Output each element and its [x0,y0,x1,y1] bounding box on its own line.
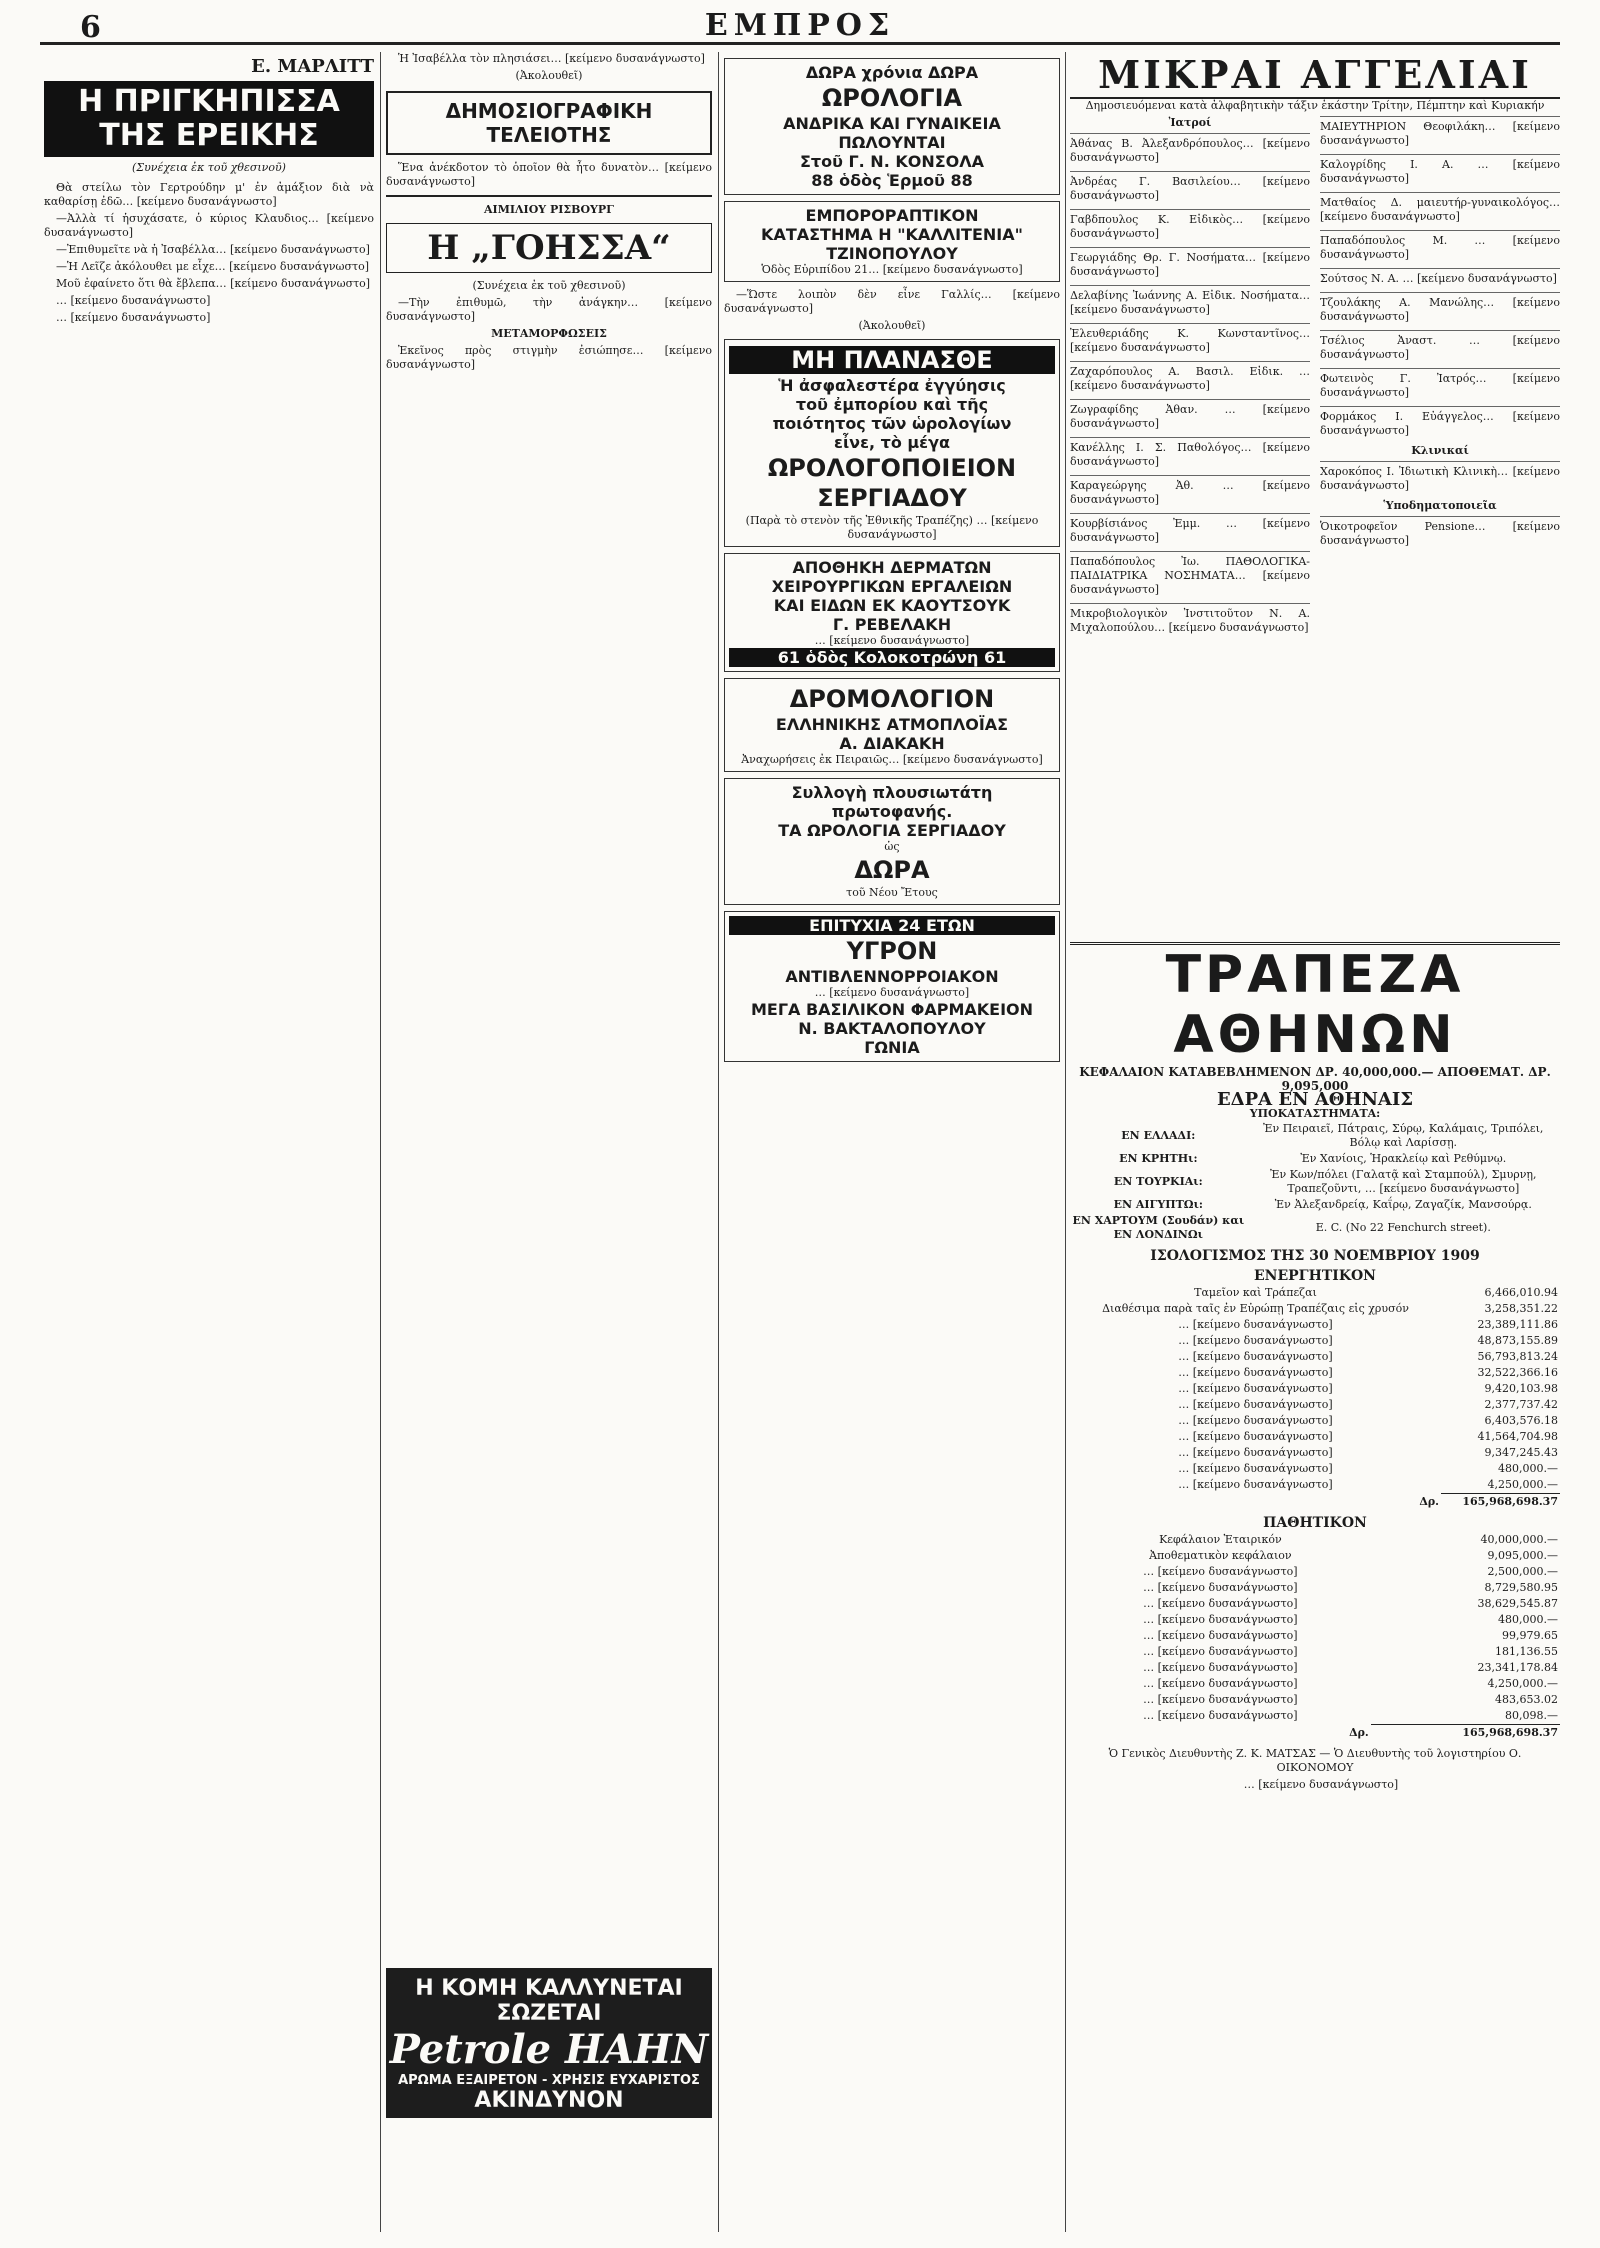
sergiadou-gifts-ad [724,778,1060,905]
table-row [1070,1532,1560,1548]
table-row [1070,1349,1560,1365]
balance-title: ΙΣΟΛΟΓΙΣΜΟΣ ΤΗΣ 30 ΝΟΕΜΒΡΙΟΥ 1909 [1150,1248,1480,1264]
continued-note: (Ἀκολουθεῖ) [515,69,583,82]
row-label: Ἀποθεματικὸν κεφάλαιον [1149,1549,1292,1562]
classified-item: Ὁικοτροφεῖον Pensione… [κείμενο δυσανάγνωστο] [1320,516,1560,551]
ad-title: Γ. ΡΕΒΕΛΑΚΗ [832,615,952,634]
classified-item: Γεωργιάδης Θρ. Γ. Νοσήματα… [κείμενο δυσανάγνωστο] [1070,247,1310,282]
section-title: ΜΕΤΑΜΟΡΦΩΣΕΙΣ [491,327,607,340]
ad-pharmacy: ΜΕΓΑ ΒΑΣΙΛΙΚΟΝ ΦΑΡΜΑΚΕΙΟΝ [750,1000,1034,1019]
ad-line: Στοῦ Γ. Ν. ΚΟΝΣΟΛΑ [799,152,985,171]
classified-item: Φωτεινὸς Γ. Ἰατρός… [κείμενο δυσανάγνωστο] [1320,368,1560,403]
classified-item: Τσέλιος Ἀναστ. … [κείμενο δυσανάγνωστο] [1320,330,1560,365]
clock-ad [724,58,1060,195]
row-value: 6,403,576.18 [1484,1414,1558,1427]
bank-title: ΤΡΑΠΕΖΑ ΑΘΗΝΩΝ [1165,945,1465,1065]
bank-of-athens-notice [1070,942,1560,1792]
article-title-line-1: ΔΗΜΟΣΙΟΓΡΑΦΙΚΗ [445,99,653,123]
row-label: Διαθέσιμα παρὰ ταῖς ἐν Εὐρώπῃ Τραπέζαις εἰς χρυσόν [1102,1302,1409,1315]
branch-row [1070,1167,1560,1197]
row-label: … [κείμενο δυσανάγνωστο] [1143,1709,1298,1723]
row-value: 4,250,000.— [1487,1677,1558,1690]
classified-item: ΜΑΙΕΥΤΗΡΙΟΝ Θεοφιλάκη… [κείμενο δυσανάγνωστο] [1320,116,1560,151]
branch-region: ΕΝ ΤΟΥΡΚΙΑι: [1113,1175,1203,1188]
row-value: 56,793,813.24 [1477,1350,1558,1363]
paragraph: —Ἡ Λεῖζε ἀκόλουθει με εἶχε… [κείμενο δυσανάγνωστο] [56,260,370,273]
bank-capital: ΚΕΦΑΛΑΙΟΝ ΚΑΤΑΒΕΒΛΗΜΕΝΟΝ ΔΡ. 40,000,000.— ΑΠΟΘΕΜΑΤ. ΔΡ. 9,095,000 [1079,1065,1551,1093]
branch-places: Ἐν Ἀλεξανδρείᾳ, Καΐρῳ, Ζαγαζίκ, Μανσούρᾳ. [1274,1198,1532,1211]
branch-row [1070,1151,1560,1167]
ad-brand: Petrole HAHN [389,2026,709,2073]
row-label: … [κείμενο δυσανάγνωστο] [1178,1398,1333,1411]
bank-footer: … [κείμενο δυσανάγνωστο] [1243,1778,1399,1791]
classified-item: Ἀνδρέας Γ. Βασιλείου… [κείμενο δυσανάγνωστο] [1070,171,1310,206]
row-value: 480,000.— [1498,1462,1558,1475]
table-row [1070,1564,1560,1580]
total-value: 165,968,698.37 [1371,1725,1560,1742]
ad-line: Ἡ ἀσφαλεστέρα ἐγγύησις [778,376,1006,395]
ad-line: ΑΝΔΡΙΚΑ ΚΑΙ ΓΥΝΑΙΚΕΙΑ [783,114,1001,133]
row-label: … [κείμενο δυσανάγνωστο] [1143,1645,1298,1658]
paragraph: … [κείμενο δυσανάγνωστο] [56,311,211,324]
classified-item: Φορμάκος Ι. Εὐάγγελος… [κείμενο δυσανάγνωστο] [1320,406,1560,441]
table-row [1070,1644,1560,1660]
branches-table [1070,1121,1560,1243]
novel-title: Η „ΓΟΗΣΣΑ“ [386,223,712,273]
row-label: … [κείμενο δυσανάγνωστο] [1143,1629,1298,1642]
classified-item: Παπαδόπουλος Ἰω. ΠΑΘΟΛΟΓΙΚΑ-ΠΑΙΔΙΑΤΡΙΚΑ ΝΟΣΗΜΑΤΑ… [κείμενο δυσανάγνωστο] [1070,551,1310,600]
classified-item: Ἐλευθεριάδης Κ. Κωνσταντῖνος… [κείμενο δυσανάγνωστο] [1070,323,1310,358]
paragraph: —Ὥστε λοιπὸν δὲν εἶνε Γαλλίς… [κείμενο δυσανάγνωστο] [724,288,1060,315]
row-label: … [κείμενο δυσανάγνωστο] [1178,1382,1333,1395]
bank-signatures: Ὁ Γενικὸς Διευθυντὴς Ζ. Κ. ΜΑΤΣΑΣ — Ὁ Διευθυντὴς τοῦ λογιστηρίου Ο. ΟΙΚΟΝΟΜΟΥ [1108,1747,1522,1774]
paragraph: —Τὴν ἐπιθυμῶ, τὴν ἀνάγκην… [κείμενο δυσανάγνωστο] [386,296,712,323]
ad-line: ποιότητος τῶν ὡρολογίων [772,414,1012,433]
row-value: 32,522,366.16 [1477,1366,1558,1379]
column-three [724,52,1060,2232]
row-label: … [κείμενο δυσανάγνωστο] [1143,1565,1298,1578]
ad-text: … [κείμενο δυσανάγνωστο] [814,986,970,999]
row-label: … [κείμενο δυσανάγνωστο] [1178,1414,1333,1427]
table-row [1070,1628,1560,1644]
table-row [1070,1580,1560,1596]
ad-tagline: ΑΡΩΜΑ ΕΞΑΙΡΕΤΟΝ - ΧΡΗΣΙΣ ΕΥΧΑΡΙΣΤΟΣ [398,2073,700,2088]
branch-region: ΕΝ ΧΑΡΤΟΥΜ (Σουδάν) και ΕΝ ΛΟΝΔΙΝΩι [1072,1214,1245,1241]
classified-item: Ἀθάνας Β. Ἀλεξανδρόπουλος… [κείμενο δυσανάγνωστο] [1070,133,1310,168]
branch-places: Ἐν Κων/πόλει (Γαλατᾷ καὶ Σταμπούλ), Σμυρνῃ, Τραπεζοῦντι, … [κείμενο δυσανάγνωστο] [1270,1168,1537,1195]
continued-note: (Ἀκολουθεῖ) [858,319,926,332]
ad-headline: Η ΚΟΜΗ ΚΑΛΛΥΝΕΤΑΙ ΣΩΖΕΤΑΙ [415,1976,683,2026]
ad-title: ΜΗ ΠΛΑΝΑΣΘΕ [729,346,1055,374]
novel-title-line-1: Η ΠΡΙΓΚΗΠΙΣΣΑ [78,84,340,119]
table-row [1070,1676,1560,1692]
page-number: 6 [80,10,101,45]
sergiadou-watch-ad [724,339,1060,547]
assets-table [1070,1285,1560,1510]
total-value: 165,968,698.37 [1441,1494,1560,1511]
paragraph: Μοῦ ἐφαίνετο ὅτι θὰ ἔβλεπα… [κείμενο δυσανάγνωστο] [56,277,371,290]
ad-line: τοῦ ἐμπορίου καὶ τῆς [795,395,989,414]
paragraph: —Ἐπιθυμεῖτε νὰ ἡ Ἰσαβέλλα… [κείμενο δυσανάγνωστο] [56,243,370,256]
ad-line: ΩΡΟΛΟΓΟΠΟΙΕΙΟΝ [767,454,1017,482]
petrole-hahn-ad [386,1968,712,2118]
classified-item: Δελαβίνης Ἰωάννης Α. Εἰδικ. Νοσήματα… [κείμενο δυσανάγνωστο] [1070,285,1310,320]
classified-item: Ζωγραφίδης Ἀθαν. … [κείμενο δυσανάγνωστο] [1070,399,1310,434]
row-value: 480,000.— [1498,1613,1558,1626]
row-value: 4,250,000.— [1487,1478,1558,1491]
liabilities-title: ΠΑΘΗΤΙΚΟΝ [1263,1515,1367,1531]
row-value: 80,098.— [1505,1709,1558,1722]
ad-tag: ΔΩΡΑ χρόνια ΔΩΡΑ [805,63,979,82]
ad-title: ΤΖΙΝΟΠΟΥΛΟΥ [826,244,958,263]
row-value: 9,347,245.43 [1484,1446,1558,1459]
ad-tag: ΕΠΙΤΥΧΙΑ 24 ΕΤΩΝ [729,916,1055,935]
ad-title: ΕΛΛΗΝΙΚΗΣ ΑΤΜΟΠΛΟΪΑΣ [775,715,1009,734]
row-value: 40,000,000.— [1480,1533,1558,1546]
classified-item: Σούτσος Ν. Α. … [κείμενο δυσανάγνωστο] [1320,268,1560,289]
table-row [1070,1477,1560,1494]
row-label: … [κείμενο δυσανάγνωστο] [1178,1334,1333,1347]
table-row [1070,1692,1560,1708]
classified-item: Μικροβιολογικὸν Ἰνστιτοῦτον Ν. Α. Μιχαλοπούλου… [κείμενο δυσανάγνωστο] [1070,603,1310,638]
row-label: … [κείμενο δυσανάγνωστο] [1178,1462,1333,1475]
classifieds-left [1070,116,1310,936]
paragraph: Ἐκεῖνος πρὸς στιγμὴν ἐσιώπησε… [κείμενο δυσανάγνωστο] [386,344,712,371]
ad-claim: ΑΚΙΝΔΥΝΟΝ [474,2088,624,2113]
table-row [1070,1708,1560,1725]
paragraph: … [κείμενο δυσανάγνωστο] [56,294,211,307]
row-value: 181,136.55 [1495,1645,1558,1658]
table-row [1070,1413,1560,1429]
row-label: … [κείμενο δυσανάγνωστο] [1178,1478,1333,1492]
ad-line: ὡς [884,840,900,853]
classified-item: Χαροκόπος Ι. Ἰδιωτικὴ Κλινικὴ… [κείμενο δυσανάγνωστο] [1320,461,1560,496]
paragraph: Θὰ στείλω τὸν Γερτρούδην μ' ἐν ἀμάξιον διὰ νὰ καθαρίσῃ ἐδῶ… [κείμενο δυσανάγνωστο] [44,181,374,208]
table-row [1070,1660,1560,1676]
paragraph: Ἡ Ἰσαβέλλα τὸν πλησιάσει… [κείμενο δυσανάγνωστο] [398,52,705,65]
shipping-schedule [724,678,1060,772]
row-label: … [κείμενο δυσανάγνωστο] [1178,1446,1333,1459]
ad-line: (Παρὰ τὸ στενὸν τῆς Ἐθνικῆς Τραπέζης) [745,514,973,527]
classified-item: Κανέλλης Ι. Σ. Παθολόγος… [κείμενο δυσανάγνωστο] [1070,437,1310,472]
table-row [1070,1612,1560,1628]
novel-author: ΑΙΜΙΛΙΟΥ ΡΙΣΒΟΥΡΓ [484,203,614,216]
classified-item: Καραγεώργης Ἀθ. … [κείμενο δυσανάγνωστο] [1070,475,1310,510]
ad-title: ΚΑΙ ΕΙΔΩΝ ΕΚ ΚΑΟΥΤΣΟΥΚ [773,596,1011,615]
section-label: Ὑποδηματοποιεῖα [1383,499,1497,512]
section-label: Ἰατροί [1168,116,1212,129]
column-serial-novel [44,52,374,2232]
column-divider [380,52,381,2232]
row-label: … [κείμενο δυσανάγνωστο] [1178,1366,1333,1379]
row-label: … [κείμενο δυσανάγνωστο] [1143,1677,1298,1690]
ad-title: ΧΕΙΡΟΥΡΓΙΚΩΝ ΕΡΓΑΛΕΙΩΝ [771,577,1013,596]
ygron-medicine-ad [724,911,1060,1062]
branch-region: ΕΝ ΑΙΓΥΠΤΩι: [1113,1198,1203,1211]
classified-item: Ζαχαρόπουλος Α. Βασιλ. Εἰδικ. … [κείμενο δυσανάγνωστο] [1070,361,1310,396]
row-value: 2,500,000.— [1487,1565,1558,1578]
ad-line: τοῦ Νέου Ἔτους [846,886,938,899]
table-row [1070,1285,1560,1301]
ad-title: ΑΠΟΘΗΚΗ ΔΕΡΜΑΤΩΝ [792,558,992,577]
table-row [1070,1461,1560,1477]
classified-item: Τζουλάκης Α. Μανώλης… [κείμενο δυσανάγνωστο] [1320,292,1560,327]
table-row [1070,1333,1560,1349]
table-row [1070,1317,1560,1333]
classified-item: Παπαδόπουλος Μ. … [κείμενο δυσανάγνωστο] [1320,230,1560,265]
row-value: 483,653.02 [1495,1693,1558,1706]
ad-name: Ν. ΒΑΚΤΑΛΟΠΟΥΛΟΥ [798,1019,986,1038]
column-two [386,52,712,2232]
row-label: … [κείμενο δυσανάγνωστο] [1143,1693,1298,1706]
bank-seat: ΕΔΡΑ ΕΝ ΑΘΗΝΑΙΣ [1216,1089,1414,1110]
tailor-shop-ad [724,201,1060,282]
divider [386,195,712,197]
row-value: 3,258,351.22 [1484,1302,1558,1315]
row-label: … [κείμενο δυσανάγνωστο] [1143,1661,1298,1674]
liabilities-table [1070,1532,1560,1741]
column-divider [1065,52,1066,2232]
branch-places: Ἐν Πειραιεῖ, Πάτραις, Σύρῳ, Καλάμαις, Τριπόλει, Βόλῳ καὶ Λαρίσσῃ. [1263,1122,1544,1149]
ad-line: ΔΩΡΑ [854,856,930,884]
branch-places: Ε. C. (No 22 Fenchurch street). [1315,1221,1491,1234]
novel-subtitle: (Συνέχεια ἐκ τοῦ χθεσινοῦ) [132,161,286,174]
ad-title: Α. ΔΙΑΚΑΚΗ [839,734,945,753]
branch-region: ΕΝ ΚΡΗΤΗι: [1119,1152,1198,1165]
masthead [40,8,1560,45]
row-label: … [κείμενο δυσανάγνωστο] [1143,1581,1298,1594]
row-value: 48,873,155.89 [1477,1334,1558,1347]
row-value: 41,564,704.98 [1477,1430,1558,1443]
row-label: … [κείμενο δυσανάγνωστο] [1143,1597,1298,1610]
ad-line: πρωτοφανής. [831,802,953,821]
classifieds-subtitle: Δημοσιευόμεναι κατὰ ἀλφαβητικὴν τάξιν ἑκάστην Τρίτην, Πέμπτην καὶ Κυριακήν [1085,99,1545,112]
classifieds-right [1320,116,1560,936]
classified-item: Ματθαίος Δ. μαιευτήρ-γυναικολόγος… [κείμενο δυσανάγνωστο] [1320,192,1560,227]
ad-line: εἶνε, τὸ μέγα [834,433,950,452]
classifieds-title: ΜΙΚΡΑΙ ΑΓΓΕΛΙΑΙ [1070,52,1560,99]
column-divider [718,52,719,2232]
table-row [1070,1548,1560,1564]
ad-title: ΕΜΠΟΡΟΡΑΠΤΙΚΟΝ [805,206,979,225]
total-label: Δρ. [1419,1494,1439,1508]
novel-title [44,81,374,157]
paragraph: Ἕνα ἀνέκδοτον τὸ ὁποῖον θὰ ἦτο δυνατὸν… [κείμενο δυσανάγνωστο] [386,161,712,188]
row-value: 38,629,545.87 [1477,1597,1558,1610]
ad-line: ΣΕΡΓΙΑΔΟΥ [817,484,967,512]
ad-corner: ΓΩΝΙΑ [864,1038,920,1057]
table-row [1070,1381,1560,1397]
novel-title-line-2: ΤΗΣ ΕΡΕΙΚΗΣ [99,118,319,153]
ad-text: Ὁδὸς Εὐριπίδου 21… [κείμενο δυσανάγνωστο] [761,263,1023,276]
ad-address: 61 ὁδὸς Κολοκοτρώνη 61 [729,648,1055,667]
row-value: 99,979.65 [1502,1629,1558,1642]
table-row [1070,1596,1560,1612]
branch-row [1070,1197,1560,1213]
leather-goods-ad [724,553,1060,672]
table-row [1070,1365,1560,1381]
row-label: … [κείμενο δυσανάγνωστο] [1143,1613,1298,1626]
row-value: 9,095,000.— [1487,1549,1558,1562]
table-row [1070,1445,1560,1461]
bank-branches-title: ΥΠΟΚΑΤΑΣΤΗΜΑΤΑ: [1249,1107,1381,1120]
classified-item: Γαβδπουλος Κ. Εἰδικὸς… [κείμενο δυσανάγνωστο] [1070,209,1310,244]
ad-line: ΤΑ ΩΡΟΛΟΓΙΑ ΣΕΡΓΙΑΔΟΥ [778,821,1006,840]
table-row [1070,1301,1560,1317]
branch-places: Ἐν Χανίοις, Ἡρακλείῳ καὶ Ρεθύμνῳ. [1300,1152,1507,1165]
ad-subtitle: ΑΝΤΙΒΛΕΝΝΟΡΡΟΙΑΚΟΝ [785,967,999,986]
total-row [1070,1725,1560,1742]
row-value: 23,341,178.84 [1477,1661,1558,1674]
article-title-journalism [386,91,712,155]
assets-title: ΕΝΕΡΓΗΤΙΚΟΝ [1254,1268,1376,1284]
ad-line: ΠΩΛΟΥΝΤΑΙ [838,133,946,152]
row-label: … [κείμενο δυσανάγνωστο] [1178,1318,1333,1331]
ad-title: ΩΡΟΛΟΓΙΑ [821,84,963,112]
row-label: Ταμεῖον καὶ Τράπεζαι [1194,1286,1317,1299]
article-title-line-2: ΤΕΛΕΙΟΤΗΣ [486,123,612,147]
row-value: 9,420,103.98 [1484,1382,1558,1395]
ad-text: Ἀναχωρήσεις ἐκ Πειραιῶς… [κείμενο δυσανάγνωστο] [741,753,1043,766]
section-label: Κλινικαί [1411,444,1469,457]
total-label: Δρ. [1349,1725,1369,1739]
classifieds-grid [1070,116,1560,936]
branch-row [1070,1213,1560,1243]
row-label: … [κείμενο δυσανάγνωστο] [1178,1350,1333,1363]
newspaper-title: ΕΜΠΡΟΣ [704,8,896,43]
ad-title: ΔΡΟΜΟΛΟΓΙΟΝ [789,685,995,713]
row-value: 23,389,111.86 [1477,1318,1558,1331]
row-label: … [κείμενο δυσανάγνωστο] [1178,1430,1333,1443]
ad-line: Συλλογὴ πλουσιωτάτη [791,783,993,802]
row-value: 6,466,010.94 [1484,1286,1558,1299]
table-row [1070,1429,1560,1445]
ad-text: … [κείμενο δυσανάγνωστο] [814,634,970,647]
ad-line: 88 ὁδὸς Ἑρμοῦ 88 [811,171,973,190]
ad-title: ΥΓΡΟΝ [846,937,938,965]
classified-item: Κουρβίσιάνος Ἐμμ. … [κείμενο δυσανάγνωστο] [1070,513,1310,548]
total-row [1070,1494,1560,1511]
branch-row [1070,1121,1560,1151]
novel-subtitle: (Συνέχεια ἐκ τοῦ χθεσινοῦ) [472,279,626,292]
ad-text: … [κείμενο δυσανάγνωστο] [847,514,1039,541]
row-label: Κεφάλαιον Ἑταιρικόν [1159,1533,1282,1546]
novel-author: Ε. ΜΑΡΛΙΤΤ [251,56,374,77]
classified-item: Καλογρίδης Ι. Α. … [κείμενο δυσανάγνωστο] [1320,154,1560,189]
column-classifieds [1070,52,1560,2232]
row-value: 2,377,737.42 [1484,1398,1558,1411]
ad-title: ΚΑΤΑΣΤΗΜΑ Η "ΚΑΛΛΙΤΕΝΙΑ" [761,225,1023,244]
row-value: 8,729,580.95 [1484,1581,1558,1594]
branch-region: ΕΝ ΕΛΛΑΔΙ: [1121,1129,1196,1142]
table-row [1070,1397,1560,1413]
paragraph: —Ἀλλὰ τί ἡσυχάσατε, ὁ κύριος Κλαυδιος… [κείμενο δυσανάγνωστο] [44,212,374,239]
